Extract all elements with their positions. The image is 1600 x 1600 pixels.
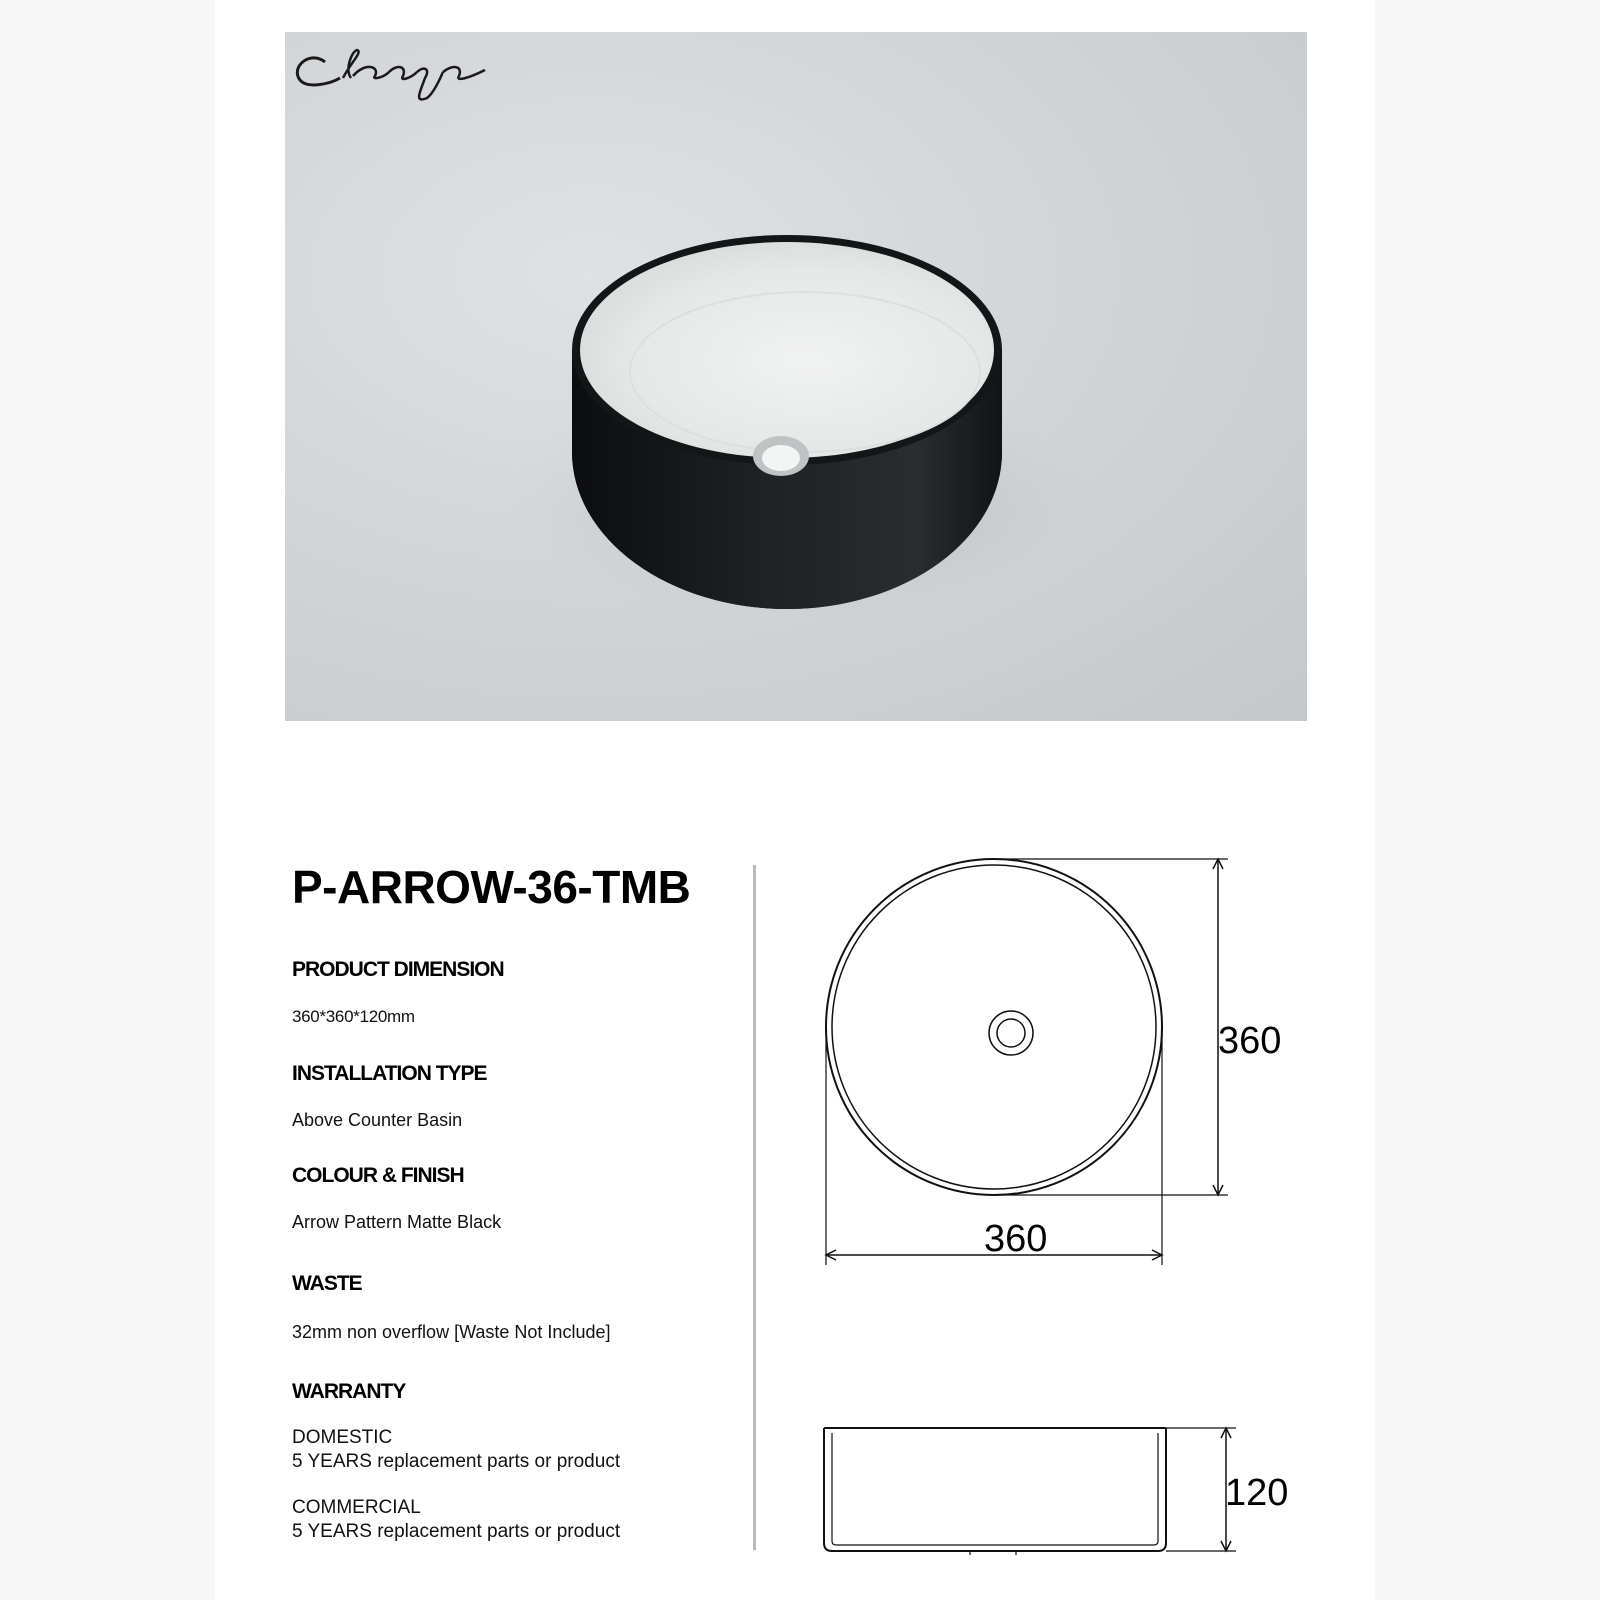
technical-drawing xyxy=(820,855,1290,1555)
warranty-domestic-text: 5 YEARS replacement parts or product xyxy=(292,1451,621,1472)
spec-value-installation: Above Counter Basin xyxy=(292,1110,463,1130)
product-code-title: P-ARROW-36-TMB xyxy=(292,861,691,913)
spec-label-dimension: PRODUCT DIMENSION xyxy=(292,958,504,981)
spec-label-colour: COLOUR & FINISH xyxy=(292,1164,464,1187)
top-view-inner-circle xyxy=(832,865,1156,1189)
product-photo xyxy=(285,32,1307,721)
spec-label-warranty: WARRANTY xyxy=(292,1380,406,1403)
side-view-outline xyxy=(824,1428,1166,1551)
spec-label-installation: INSTALLATION TYPE xyxy=(292,1062,487,1085)
page-left-margin xyxy=(0,0,215,1600)
warranty-domestic-title: DOMESTIC xyxy=(292,1427,393,1448)
warranty-commercial-title: COMMERCIAL xyxy=(292,1497,421,1518)
warranty-commercial-text: 5 YEARS replacement parts or product xyxy=(292,1521,621,1542)
spec-label-waste: WASTE xyxy=(292,1272,362,1295)
drain-outer-circle xyxy=(989,1011,1033,1055)
spec-value-waste: 32mm non overflow [Waste Not Include] xyxy=(292,1322,611,1342)
page-right-margin xyxy=(1375,0,1600,1600)
spec-value-dimension: 360*360*120mm xyxy=(292,1007,415,1026)
claya-logo xyxy=(285,32,525,112)
basin-interior xyxy=(580,242,994,458)
top-view-drawing xyxy=(826,859,1228,1265)
side-view-drawing xyxy=(824,1428,1236,1555)
top-view-outer-circle xyxy=(826,859,1162,1195)
basin-photo-illustration xyxy=(285,32,1307,721)
spec-value-colour: Arrow Pattern Matte Black xyxy=(292,1212,502,1232)
top-view-height-label: 360 xyxy=(1218,1020,1282,1062)
side-view-height-label: 120 xyxy=(1225,1472,1289,1514)
top-view-width-label: 360 xyxy=(984,1218,1048,1260)
vertical-divider xyxy=(753,865,756,1550)
drain-inner-circle xyxy=(997,1019,1025,1047)
